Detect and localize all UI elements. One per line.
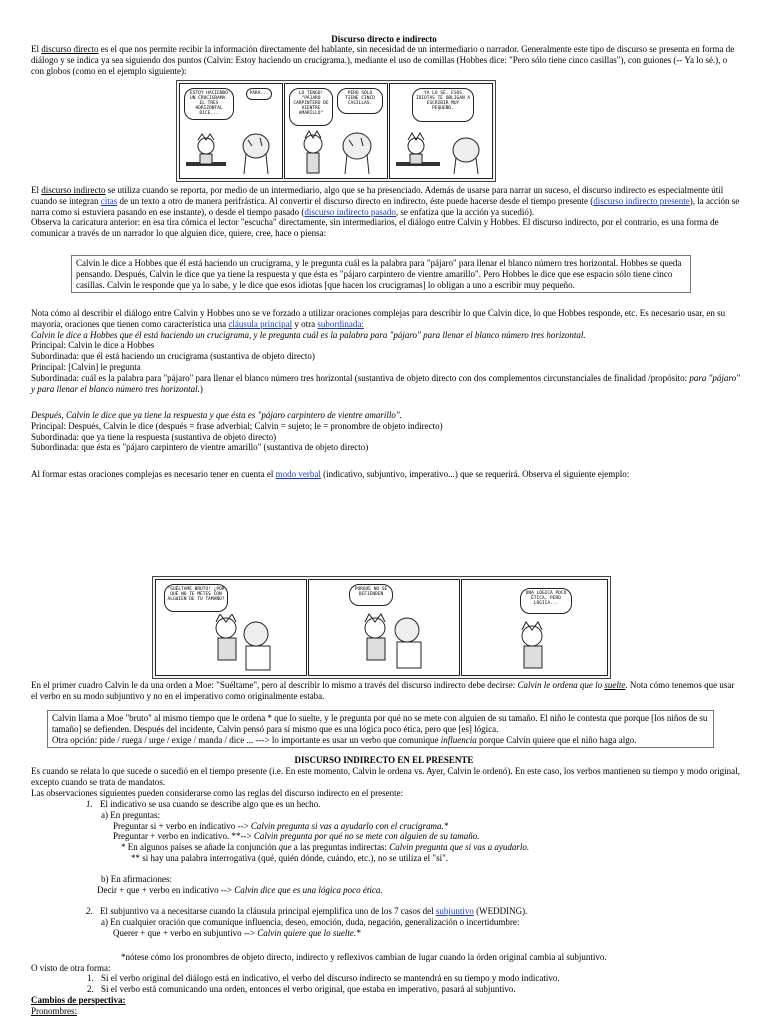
clause-line: Principal: Calvin le dice a Hobbes bbox=[31, 340, 155, 351]
calvin-hobbes-drawing bbox=[186, 124, 278, 176]
text: Otra opción: pide / ruega / urge / exige / manda / dice ... ---> lo importante es usar un verbo que comunique bbox=[52, 734, 441, 745]
text: (WEDDING). bbox=[473, 906, 528, 917]
list-number: 1. bbox=[86, 799, 93, 809]
text-italic: Calvin pregunta por qué no se mete con alguien de su tamaño. bbox=[253, 831, 480, 842]
clause-line: Subordinada: que él está haciendo un crucigrama (sustantiva de objeto directo) bbox=[31, 351, 315, 362]
text: Si el verbo original del diálogo está en indicativo, el verbo del discurso indirecto se mantendrá en su tiempo y modo indicativo. bbox=[101, 973, 560, 984]
footnote bbox=[31, 842, 741, 853]
list-number: 2. bbox=[86, 906, 93, 917]
note-line: *nótese cómo los pronombres de objeto directo, indirecto y reflexivos cambian de lugar cuando la órden original cambia al subjuntivo. bbox=[121, 951, 607, 962]
text-italic: que bbox=[278, 842, 292, 853]
comic-panel-3 bbox=[461, 579, 608, 676]
sub-item bbox=[31, 821, 741, 832]
pronombres-label: Pronombres: bbox=[31, 1005, 77, 1016]
section-2-body bbox=[31, 766, 741, 798]
text: Nota cómo al describir el diálogo entre Calvin y Hobbes uno se ve forzado a utilizar oraciones complejas para describir lo que Calvin dice, lo que Hobbes responde, etc. Es necesario usar, en su mayoría, oraciones que tienen como característica una bbox=[31, 308, 726, 329]
rule-item-1 bbox=[31, 799, 741, 810]
clause-line-italic: para "pájaro" y para llenar el blanco número tres horizontal. bbox=[31, 372, 740, 394]
sub-item bbox=[31, 885, 741, 896]
text: de un texto a otro de manera perifrástica. Al convertir el discurso directo en indirecto, éste puede hacerse desde el tiempo presente ( bbox=[117, 195, 594, 206]
comic-panel-3 bbox=[389, 83, 493, 179]
comic-panel-2 bbox=[308, 579, 460, 676]
text: El subjuntivo va a necesitarse cuando la cláusula principal ejemplifica uno de los 7 casos del bbox=[100, 906, 436, 917]
clause-line: Principal: [Calvin] le pregunta bbox=[31, 361, 141, 372]
example-2 bbox=[31, 410, 741, 453]
list-item: 1. Si el verbo original del diálogo está en indicativo, el verbo del discurso indirecto se mantendrá en su tiempo y modo indicativo. bbox=[87, 973, 560, 984]
text-italic: Calvin quiere que lo suelte.* bbox=[257, 927, 361, 938]
text: Al formar estas oraciones complejas es necesario tener en cuenta el bbox=[31, 469, 276, 479]
comic-panel-1 bbox=[179, 83, 283, 179]
subordinada-link[interactable]: subordinada: bbox=[317, 318, 364, 329]
text: a las preguntas indirectas: bbox=[291, 842, 390, 853]
text-italic: Calvin dice que es una lógica poco ética. bbox=[234, 884, 383, 895]
example-sentence: Calvin le dice a Hobbes que él está haciendo un crucigrama, y le pregunta cuál es la palabra para "pájaro" para llenar el blanco número tres horizontal. bbox=[31, 329, 586, 340]
cambios-heading: Cambios de perspectiva: bbox=[31, 994, 126, 1005]
text: * En algunos países se añade la conjunción bbox=[121, 842, 279, 853]
text-italic: Calvin le ordena que lo bbox=[517, 680, 605, 690]
suelte-word: suelte bbox=[604, 680, 626, 690]
calvin-drawing bbox=[502, 620, 582, 672]
text: Querer + que + verbo en subjuntivo --> bbox=[113, 927, 258, 938]
text: (indicativo, subjuntivo, imperativo...) que se requerirá. Observa el siguiente ejemplo: bbox=[320, 469, 630, 479]
clause-line: Subordinada: que ésta es "pájaro carpintero de vientre amarillo" (sustantiva de objeto directo) bbox=[31, 442, 369, 453]
modo-verbal-link[interactable]: modo verbal bbox=[275, 469, 321, 479]
citas-link[interactable]: citas bbox=[100, 195, 118, 206]
speech-bubble: UNA LÓGICA POCO ÉTICA, PERO LÓGICA... bbox=[520, 588, 572, 614]
direct-speech-term: discurso directo bbox=[41, 44, 99, 54]
indirect-speech-term: discurso indirecto bbox=[41, 185, 106, 195]
intro-text: El bbox=[31, 44, 42, 54]
discurso-indirecto-presente-link[interactable]: discurso indirecto presente bbox=[593, 195, 690, 206]
page-title: Discurso directo e indirecto bbox=[331, 34, 437, 44]
text: . Nota cómo tenemos que usar el verbo en su modo subjuntivo y no en el imperativo como originalmente estaba. bbox=[31, 680, 735, 701]
otra-forma-label: O visto de otra forma: bbox=[31, 962, 111, 973]
speech-bubble: PERO SÓLO TIENE CINCO CASILLAS. bbox=[337, 88, 383, 114]
list-item: 2. Si el verbo está comunicando una orden, entonces el verbo original, que estaba en imperativo, pasará al subjuntivo. bbox=[87, 984, 516, 995]
speech-bubble: PORQUE NO SE DEFIENDEN bbox=[349, 584, 393, 606]
nota-paragraph bbox=[31, 308, 741, 394]
speech-bubble: ESTOY HACIENDO UN CRUCIGRAMA. EL TRES HORIZONTAL DICE... bbox=[184, 88, 234, 120]
footnote: ** si hay una palabra interrogativa (qué, quién dónde, cuándo, etc.), no se utiliza el "si". bbox=[131, 852, 448, 863]
text: El indicativo se usa cuando se describe algo que es un hecho. bbox=[100, 799, 321, 809]
sub-item bbox=[31, 831, 741, 842]
text: y otra bbox=[292, 318, 318, 329]
clausula-principal-link[interactable]: cláusula principal bbox=[228, 318, 293, 329]
text: En el primer cuadro Calvin le da una orden a Moe: "Suéltame", pero al describir lo mismo a través del discurso indirecto debe decirse: bbox=[31, 680, 518, 690]
moe-paragraph bbox=[31, 680, 741, 702]
text: El bbox=[31, 185, 42, 195]
comic-panel-1 bbox=[155, 579, 307, 676]
comic-strip-calvin-hobbes bbox=[176, 80, 496, 182]
sub-item: a) En cualquier oración que comunique influencia, deseo, emoción, duda, negación, generalización o incertidumbre: bbox=[101, 917, 520, 928]
intro-text-cont: es el que nos permite recibir la información directamente del hablante, sin necesidad de un intermediario o narrador. Generalmente este tipo de discurso se presenta en forma de diálogo y se indica ya sea siguiendo dos puntos (Calvin: Estoy haciendo un crucigrama.), mediante el uso de comillas (Hobbes dice: "Pero sólo tiene cinco casillas"), con guiones (-- Ya lo sé.), o con globos (como en el ejemplo siguiente): bbox=[31, 44, 735, 76]
text: Calvin llama a Moe "bruto" al mismo tiempo que le ordena * que lo suelte, y le pregunta por qué no se mete con alguien de su tamaño. El niño le contesta que porque [los niños de su tamaño] se defienden. Después del incidente, Calvin pensó para sí mismo que es una lógica poco ética, pero que [es] lógica. bbox=[52, 713, 708, 734]
text: porque Calvin quiere que el niño haga algo. bbox=[476, 734, 637, 745]
indirect-speech-paragraph bbox=[31, 185, 741, 239]
calvin-moe-drawing bbox=[176, 614, 296, 674]
comic-panel-2 bbox=[284, 83, 388, 179]
speech-bubble: "SUÉLTAME BRUTO! ¿POR QUÉ NO TE METES CON ALGUIEN DE TU TAMAÑO? bbox=[164, 584, 228, 612]
speech-bubble: PARA... bbox=[246, 88, 272, 100]
subjuntivo-link[interactable]: subjuntivo bbox=[435, 906, 474, 917]
clause-line: Subordinada: cuál es la palabra para "pájaro" para llenar el blanco número tres horizontal (sustantiva de objeto directo con dos complementos circunstanciales de finalidad /propósito: bbox=[31, 372, 690, 383]
sub-item: b) En afirmaciones: bbox=[101, 873, 172, 884]
text-italic: Calvin pregunta si vas a ayudarlo con el crucigrama.* bbox=[250, 820, 449, 831]
text-italic: influencia bbox=[440, 734, 477, 745]
text: Decir + que + verbo en indicativo --> bbox=[97, 884, 235, 895]
text: se utiliza cuando se reporta, por medio de un intermediario, algo que se ha presenciado. Además de usarse para narrar un suceso, el discurso indirecto es especialmente útil cuando se integran bbox=[31, 185, 724, 206]
speech-bubble: YA LO SÉ. ESOS IDIOTAS TE OBLIGAN A ESCRIBIR MUY PEQUEÑO. bbox=[412, 88, 474, 122]
sub-item bbox=[31, 928, 741, 939]
calvin-hobbes-drawing bbox=[291, 128, 383, 176]
text: Preguntar + verbo en indicativo. **--> bbox=[113, 831, 254, 842]
sub-item: a) En preguntas: bbox=[101, 809, 160, 820]
indirect-speech-example-box: Calvin le dice a Hobbes que él está haciendo un crucigrama, y le pregunta cuál es la palabra para "pájaro" para llenar el blanco número tres horizontal. Hobbes se queda pensando. Después, Calvin le dice que ya tiene la respuesta y que ésta es "pájaro carpintero de vientre amarillo". Pero Hobbes le dice que ese espacio sólo tiene cinco casillas. Calvin le responde que ya lo sabe, y le dice que esos idiotas [que hacen los crucigramas] lo obligan a uno a escribir muy pequeño. bbox=[71, 255, 691, 293]
text: , se enfatiza que la acción ya sucedió). bbox=[395, 206, 535, 217]
clause-line: Principal: Después, Calvin le dice (después = frase adverbial; Calvin = sujeto; le = pronombre de objeto indirecto) bbox=[31, 420, 443, 431]
text: Las observaciones siguientes pueden considerarse como las reglas del discurso indirecto en el presente: bbox=[31, 787, 404, 798]
text: ), la acción se narra como si estuviera pasando en ese instante), o desde el tiempo pasado ( bbox=[31, 195, 740, 217]
text: Preguntar si + verbo en indicativo --> bbox=[113, 820, 251, 831]
comic-strip-calvin-moe bbox=[152, 576, 611, 679]
rule-item-2 bbox=[31, 906, 741, 917]
modo-verbal-paragraph bbox=[31, 469, 741, 480]
text: ) bbox=[199, 383, 203, 394]
calvin-hobbes-drawing bbox=[396, 126, 488, 176]
rules-list bbox=[31, 799, 741, 1017]
text: Es cuando se relata lo que sucede o sucedió en el tiempo presente (i.e. En este momento, Calvin le ordena vs. Ayer, Calvin le ordenó). En este caso, los verbos mantienen su tiempo y modo original, excepto cuando se trata de mandatos. bbox=[31, 766, 740, 787]
text: Si el verbo está comunicando una orden, entonces el verbo original, que estaba en imperativo, pasará al subjuntivo. bbox=[101, 984, 516, 995]
discurso-indirecto-pasado-link[interactable]: discurso indirecto pasado bbox=[304, 206, 396, 217]
moe-example-box bbox=[47, 710, 714, 748]
example-sentence: Después, Calvin le dice que ya tiene la respuesta y que ésta es "pájaro carpintero de vientre amarillo". bbox=[31, 410, 402, 420]
speech-bubble: LO TENGO! "PÁJARO CARPINTERO DE VIENTRE AMARILLO" bbox=[289, 88, 333, 126]
observation-text: Observa la caricatura anterior: en esa tira cómica el lector "escucha" directamente, sin intermediarios, el diálogo entre Calvin y Hobbes. El discurso indirecto, por el contrario, es una forma de comunicar a través de un narrador lo que alguien dice, quiere, cree, hace o piensa: bbox=[31, 217, 719, 239]
intro-paragraph bbox=[31, 44, 741, 76]
calvin-moe-drawing bbox=[329, 610, 449, 672]
text-italic: Calvin pregunta que si vas a ayudarlo. bbox=[389, 842, 530, 853]
clause-line: Subordinada: que ya tiene la respuesta (sustantiva de objeto directo) bbox=[31, 431, 277, 442]
section-title: DISCURSO INDIRECTO EN EL PRESENTE bbox=[294, 755, 474, 765]
